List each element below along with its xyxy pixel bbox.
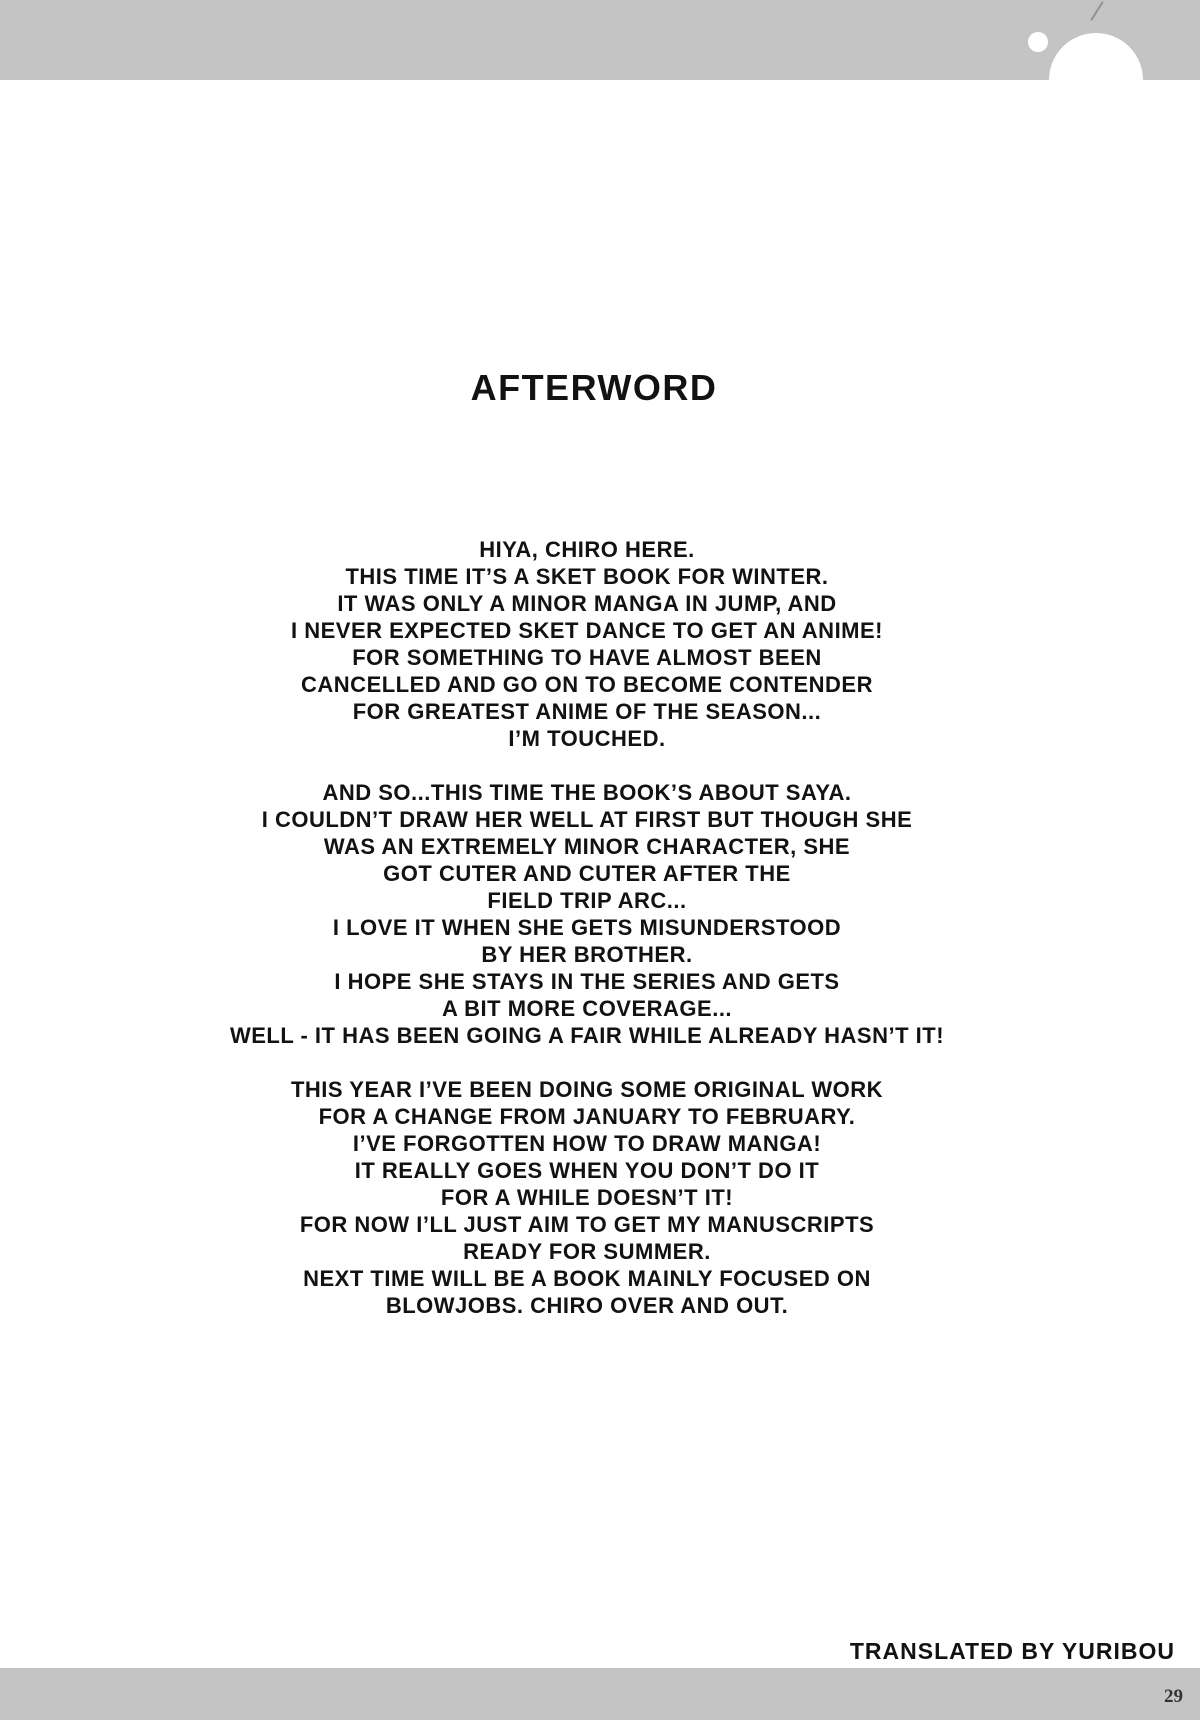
page-title: AFTERWORD [470, 367, 718, 408]
text-line: I HOPE SHE STAYS IN THE SERIES AND GETS [334, 969, 840, 994]
text-line: FOR NOW I’LL JUST AIM TO GET MY MANUSCRIPTS [299, 1212, 875, 1237]
text-line: AND SO...THIS TIME THE BOOK’S ABOUT SAYA. [322, 780, 852, 805]
text-line: FOR GREATEST ANIME OF THE SEASON... [352, 699, 822, 724]
decorative-bulge-top-right [1049, 33, 1143, 127]
text-line: WELL - IT HAS BEEN GOING A FAIR WHILE ALREADY HASN’T IT! [229, 1023, 945, 1048]
translator-credit: TRANSLATED BY YURIBOU [849, 1638, 1175, 1664]
text-line: FIELD TRIP ARC... [487, 888, 687, 913]
text-line: I LOVE IT WHEN SHE GETS MISUNDERSTOOD [332, 915, 842, 940]
bottom-border-band [0, 1668, 1200, 1720]
text-line: THIS TIME IT’S A SKET BOOK FOR WINTER. [345, 564, 829, 589]
page-number: 29 [1164, 1686, 1183, 1707]
text-line: I NEVER EXPECTED SKET DANCE TO GET AN ANIME! [290, 618, 884, 643]
text-line: I’M TOUCHED. [508, 726, 666, 751]
text-line: FOR SOMETHING TO HAVE ALMOST BEEN [352, 645, 822, 670]
text-line: FOR A CHANGE FROM JANUARY TO FEBRUARY. [318, 1104, 856, 1129]
decorative-dot-top-right [1028, 32, 1048, 52]
text-line: I’VE FORGOTTEN HOW TO DRAW MANGA! [352, 1131, 822, 1156]
paragraph [0, 779, 1187, 1049]
paragraph [0, 536, 1187, 752]
text-line: CANCELLED AND GO ON TO BECOME CONTENDER [301, 672, 873, 697]
text-line: IT WAS ONLY A MINOR MANGA IN JUMP, AND [337, 591, 837, 616]
text-line: NEXT TIME WILL BE A BOOK MAINLY FOCUSED ON [303, 1266, 871, 1291]
text-line: BLOWJOBS. CHIRO OVER AND OUT. [385, 1293, 789, 1318]
text-line: READY FOR SUMMER. [463, 1239, 711, 1264]
text-line: A BIT MORE COVERAGE... [441, 996, 733, 1021]
text-line: HIYA, CHIRO HERE. [479, 537, 695, 562]
paragraph [0, 1076, 1187, 1319]
text-line: IT REALLY GOES WHEN YOU DON’T DO IT [354, 1158, 820, 1183]
top-border-band [0, 0, 1200, 80]
afterword-text [0, 536, 1187, 1319]
text-line: WAS AN EXTREMELY MINOR CHARACTER, SHE [323, 834, 851, 859]
text-line: FOR A WHILE DOESN’T IT! [440, 1185, 734, 1210]
text-line: I COULDN’T DRAW HER WELL AT FIRST BUT THOUGH SHE [261, 807, 913, 832]
text-line: GOT CUTER AND CUTER AFTER THE [383, 861, 791, 886]
text-line: BY HER BROTHER. [481, 942, 693, 967]
text-line: THIS YEAR I’VE BEEN DOING SOME ORIGINAL WORK [290, 1077, 884, 1102]
